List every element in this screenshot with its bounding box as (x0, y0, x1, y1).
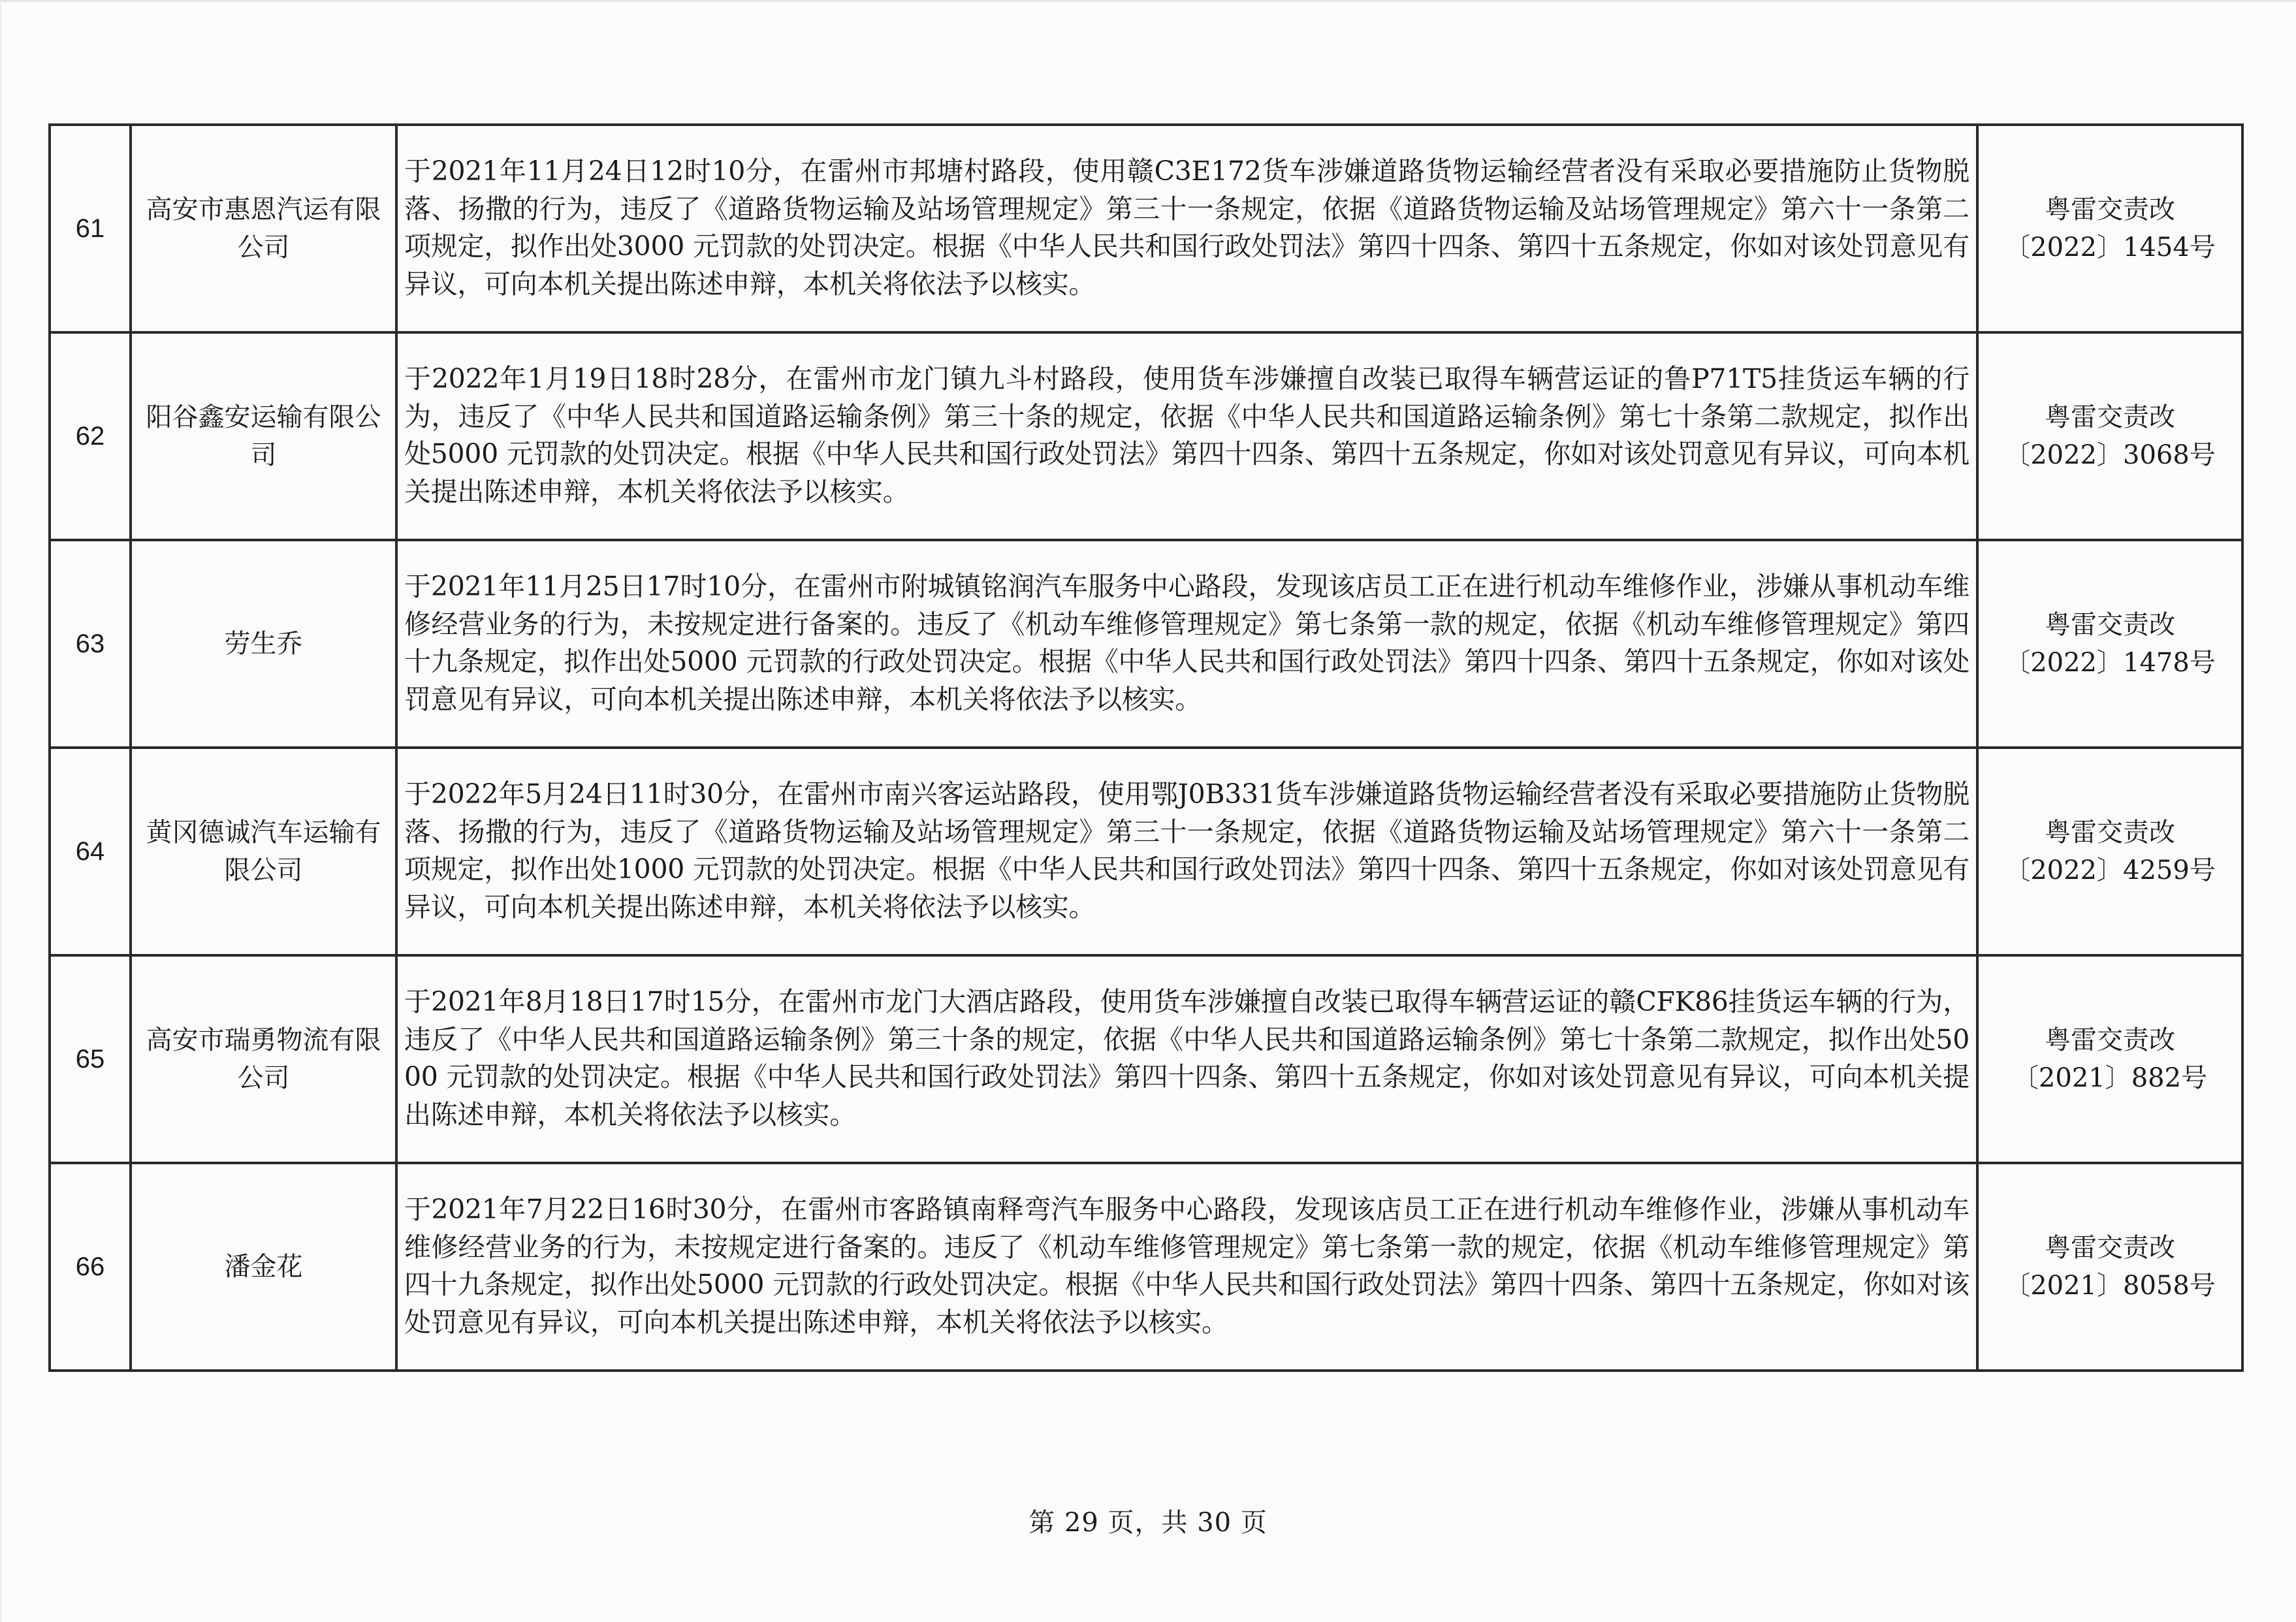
page-footer: 第 29 页，共 30 页 (1028, 1508, 1268, 1538)
document-number-cell (1977, 332, 2242, 540)
document-prefix: 粤雷交责改 (2045, 1025, 2175, 1055)
violation-description: 于2022年1月19日18时28分，在雷州市龙门镇九斗村路段，使用货车涉嫌擅自改装已取得车辆营运证的鲁P71T5挂货运车辆的行为，违反了《中华人民共和国道路运输条例》第三十条的规定，依据《中华人民共和国道路运输条例》第七十条第二款规定，拟作出处5000 元罚款的处罚决定。根据《中华人民共和国行政处罚法》第四十四条、第四十五条规定，你如对该处罚意见有异议，可向本机关提出陈述申辩，本机关将依法予以核实。 (396, 332, 1977, 540)
record-number: 62 (50, 332, 131, 540)
party-name: 潘金花 (131, 1163, 396, 1371)
document-number: 〔2022〕1478号 (2004, 648, 2216, 678)
violation-description: 于2021年11月25日17时10分，在雷州市附城镇铭润汽车服务中心路段，发现该店员工正在进行机动车维修作业，涉嫌从事机动车维修经营业务的行为，未按规定进行备案的。违反了《机动车维修管理规定》第七条第一款的规定，依据《机动车维修管理规定》第四十九条规定，拟作出处5000 元罚款的行政处罚决定。根据《中华人民共和国行政处罚法》第四十四条、第四十五条规定，你如对该处罚意见有异议，可向本机关提出陈述申辩，本机关将依法予以核实。 (396, 540, 1977, 748)
record-number: 66 (50, 1163, 131, 1371)
document-number-cell (1977, 748, 2242, 955)
party-name: 高安市瑞勇物流有限公司 (131, 955, 396, 1163)
document-number: 〔2021〕8058号 (2004, 1271, 2216, 1301)
document-prefix: 粤雷交责改 (2045, 1233, 2175, 1263)
table-row (50, 540, 2242, 748)
record-number: 65 (50, 955, 131, 1163)
record-number: 61 (50, 125, 131, 332)
violation-description: 于2021年11月24日12时10分，在雷州市邦塘村路段，使用赣C3E172货车涉嫌道路货物运输经营者没有采取必要措施防止货物脱落、扬撒的行为，违反了《道路货物运输及站场管理规定》第三十一条规定，依据《道路货物运输及站场管理规定》第六十一条第二项规定，拟作出处3000 元罚款的处罚决定。根据《中华人民共和国行政处罚法》第四十四条、第四十五条规定，你如对该处罚意见有异议，可向本机关提出陈述申辩，本机关将依法予以核实。 (396, 125, 1977, 332)
document-number: 〔2022〕4259号 (2004, 855, 2216, 885)
party-name: 阳谷鑫安运输有限公司 (131, 332, 396, 540)
table-row (50, 332, 2242, 540)
record-number: 64 (50, 748, 131, 955)
document-number: 〔2022〕1454号 (2004, 232, 2216, 262)
document-number-cell (1977, 125, 2242, 332)
document-prefix: 粤雷交责改 (2045, 818, 2175, 848)
document-prefix: 粤雷交责改 (2045, 195, 2175, 225)
document-number-cell (1977, 540, 2242, 748)
table-row (50, 748, 2242, 955)
violation-description: 于2021年7月22日16时30分，在雷州市客路镇南释弯汽车服务中心路段，发现该店员工正在进行机动车维修作业，涉嫌从事机动车维修经营业务的行为，未按规定进行备案的。违反了《机动车维修管理规定》第七条第一款的规定，依据《机动车维修管理规定》第四十九条规定，拟作出处5000 元罚款的行政处罚决定。根据《中华人民共和国行政处罚法》第四十四条、第四十五条规定，你如对该处罚意见有异议，可向本机关提出陈述申辩，本机关将依法予以核实。 (396, 1163, 1977, 1371)
record-number: 63 (50, 540, 131, 748)
party-name: 劳生乔 (131, 540, 396, 748)
document-prefix: 粤雷交责改 (2045, 402, 2175, 432)
party-name: 高安市惠恩汽运有限公司 (131, 125, 396, 332)
table-row (50, 1163, 2242, 1371)
violation-description: 于2021年8月18日17时15分，在雷州市龙门大酒店路段，使用货车涉嫌擅自改装已取得车辆营运证的赣CFK86挂货运车辆的行为，违反了《中华人民共和国道路运输条例》第三十条的规定，依据《中华人民共和国道路运输条例》第七十条第二款规定，拟作出处5000 元罚款的处罚决定。根据《中华人民共和国行政处罚法》第四十四条、第四十五条规定，你如对该处罚意见有异议，可向本机关提出陈述申辩，本机关将依法予以核实。 (396, 955, 1977, 1163)
document-number: 〔2021〕882号 (2012, 1063, 2208, 1093)
party-name: 黄冈德诚汽车运输有限公司 (131, 748, 396, 955)
document-number-cell (1977, 1163, 2242, 1371)
document-number: 〔2022〕3068号 (2004, 440, 2216, 470)
document-number-cell (1977, 955, 2242, 1163)
document-prefix: 粤雷交责改 (2045, 610, 2175, 640)
penalty-records-table (48, 123, 2244, 1372)
table-row (50, 955, 2242, 1163)
violation-description: 于2022年5月24日11时30分，在雷州市南兴客运站路段，使用鄂J0B331货车涉嫌道路货物运输经营者没有采取必要措施防止货物脱落、扬撒的行为，违反了《道路货物运输及站场管理规定》第三十一条规定，依据《道路货物运输及站场管理规定》第六十一条第二项规定，拟作出处1000 元罚款的处罚决定。根据《中华人民共和国行政处罚法》第四十四条、第四十五条规定，你如对该处罚意见有异议，可向本机关提出陈述申辩，本机关将依法予以核实。 (396, 748, 1977, 955)
table-row (50, 125, 2242, 332)
